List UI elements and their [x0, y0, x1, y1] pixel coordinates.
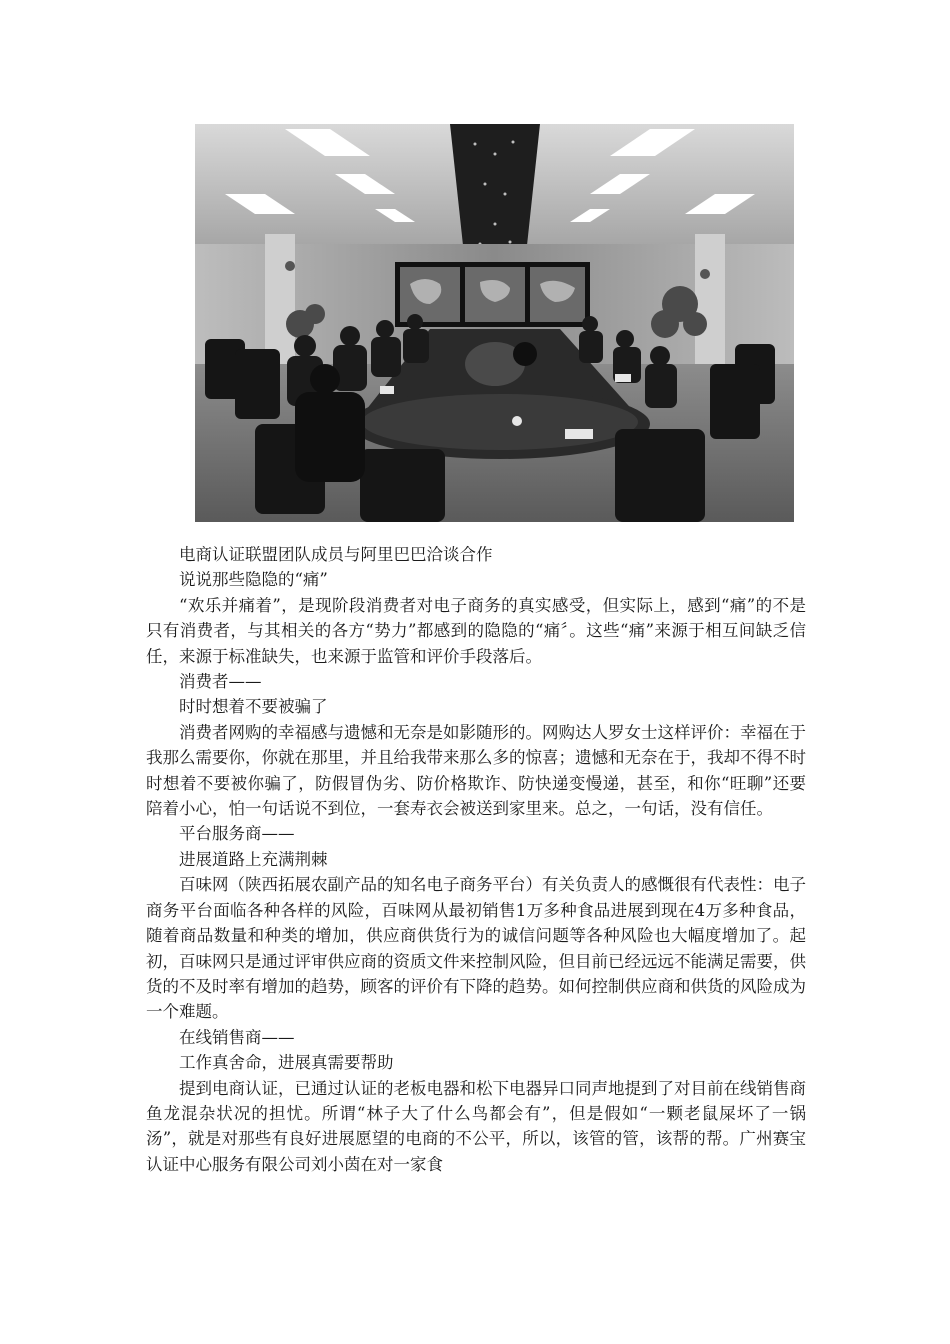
section-heading: 说说那些隐隐的“痛” [179, 570, 328, 590]
meeting-room-photo-icon [195, 124, 794, 522]
paragraph: 消费者网购的幸福感与遗憾和无奈是如影随形的。网购达人罗女士这样评价：幸福在于我那么需要你，你就在那里，并且给我带来那么多的惊喜；遗憾和无奈在于，我却不得不时时想着不要被你骗了，防假冒伪劣、防价格欺诈、防快递变慢递，甚至，和你“旺聊”还要陪着小心，怕一句话说不到位，一套寿衣会被送到家里来。总之，一句话，没有信任。 [146, 722, 806, 819]
sub-heading: 时时想着不要被骗了 [179, 697, 328, 717]
paragraph: “欢乐并痛着”，是现阶段消费者对电子商务的真实感受，但实际上，感到“痛”的不是只有消费者，与其相关的各方“势力”都感到的隐隐的“痛〞。这些“痛”来源于相互间缺乏信任，来源于标准缺失，也来源于监管和评价手段落后。 [146, 595, 806, 666]
sub-heading: 在线销售商—— [179, 1027, 295, 1047]
meeting-photo [195, 124, 794, 522]
sub-heading: 工作真舍命，进展真需要帮助 [179, 1053, 394, 1073]
sub-heading: 进展道路上充满荆棘 [179, 849, 328, 869]
sub-heading: 平台服务商—— [179, 824, 295, 844]
photo-caption: 电商认证联盟团队成员与阿里巴巴洽谈合作 [179, 545, 493, 564]
sub-heading: 消费者—— [179, 672, 262, 692]
paragraph: 提到电商认证，已通过认证的老板电器和松下电器异口同声地提到了对目前在线销售商鱼龙混杂状况的担忧。所谓“林子大了什么鸟都会有”，但是假如“一颗老鼠屎坏了一锅汤”，就是对那些有良好进展愿望的电商的不公平，所以，该管的管，该帮的帮。广州赛宝认证中心服务有限公司刘小茵在对一家食 [146, 1078, 806, 1174]
paragraph: 百味网（陕西拓展农副产品的知名电子商务平台）有关负责人的感慨很有代表性：电子商务平台面临各种各样的风险，百味网从最初销售1万多种食品进展到现在4万多种食品，随着商品数量和种类的增加，供应商供货行为的诚信问题等各种风险也大幅度增加了。起初，百味网只是通过评审供应商的资质文件来控制风险，但目前已经远远不能满足需要，供货的不及时率有增加的趋势，顾客的评价有下降的趋势。如何控制供应商和供货的风险成为一个难题。 [146, 875, 806, 1022]
article-text [146, 542, 806, 1177]
